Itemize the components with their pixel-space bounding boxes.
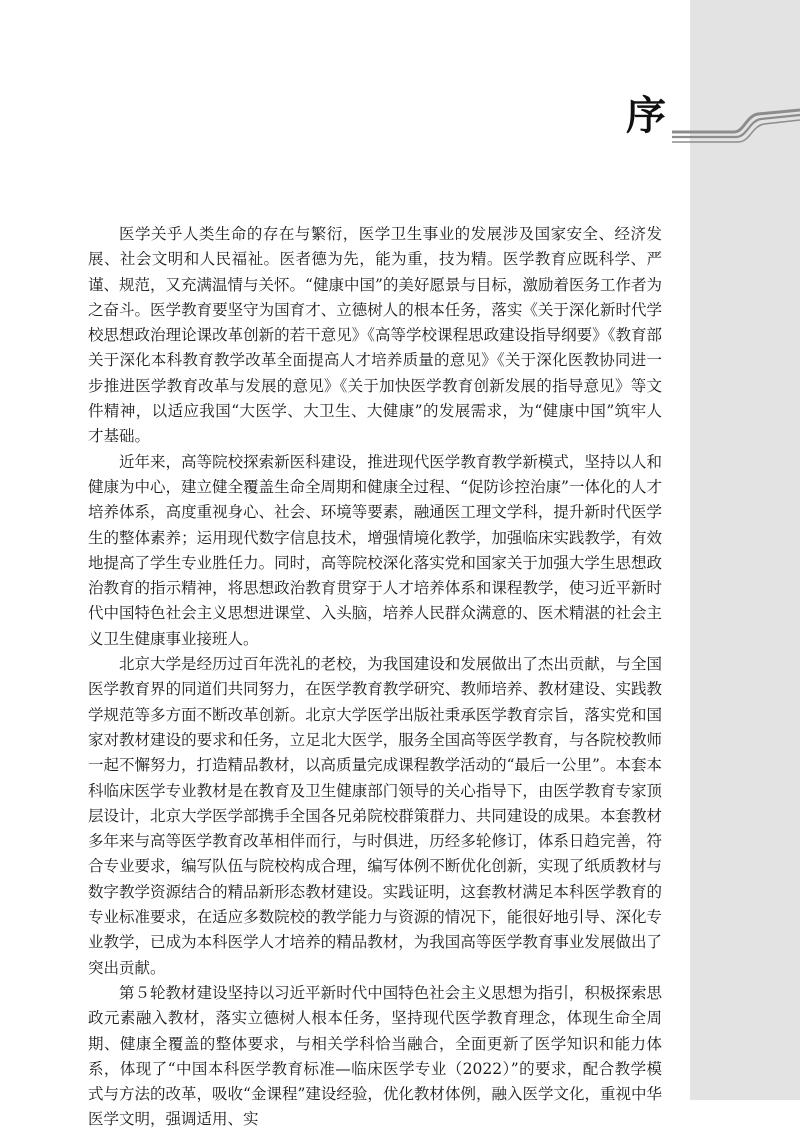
page-title: 序 [626, 93, 666, 139]
paragraph-4: 第５轮教材建设坚持以习近平新时代中国特色社会主义思想为指引，积极探索思政元素融入教材，落实立德树人根本任务，坚持现代医学教育理念，体现生命全周期、健康全覆盖的整体要求，与相关学科恰当融合，全面更新了医学知识和能力体系，体现了“中国本科医学教育标准—临床医学专业（2022）”的要求，配合教学模式与方法的改革，吸收“金课程”建设经验，优化教材体例，融入医学文化，重视中华医学文明，强调适用、实 [88, 983, 663, 1129]
paragraph-1: 医学关乎人类生命的存在与繁衍，医学卫生事业的发展涉及国家安全、经济发展、社会文明和人民福祉。医者德为先，能为重，技为精。医学教育应既科学、严谨、规范，又充满温情与关怀。“健康中国”的美好愿景与目标，激励着医务工作者为之奋斗。医学教育要坚守为国育才、立德树人的根本任务，落实《关于深化新时代学校思想政治理论课改革创新的若干意见》《高等学校课程思政建设指导纲要》《教育部关于深化本科教育教学改革全面提高人才培养质量的意见》《关于深化医教协同进一步推进医学教育改革与发展的意见》《关于加快医学教育创新发展的指导意见》等文件精神，以适应我国“大医学、大卫生、大健康”的发展需求，为“健康中国”筑牢人才基础。 [88, 225, 662, 446]
title-ornament [672, 106, 800, 146]
preface-body [88, 222, 662, 1133]
paragraph-3: 北京大学是经历过百年洗礼的老校，为我国建设和发展做出了杰出贡献，与全国医学教育界的同道们共同努力，在医学教育教学研究、教师培养、教材建设、实践教学规范等多方面不断改革创新。北京大学医学出版社秉承医学教育宗旨，落实党和国家对教材建设的要求和任务，立足北大医学，服务全国高等医学教育，与各院校教师一起不懈努力，打造精品教材，以高质量完成课程教学活动的“最后一公里”。本套本科临床医学专业教材是在教育及卫生健康部门领导的关心指导下，由医学教育专家顶层设计，北京大学医学部携手全国各兄弟院校群策群力、共同建设的成果。本套教材多年来与高等医学教育改革相伴而行，与时俱进，历经多轮修订，体系日趋完善，符合专业要求，编写队伍与院校构成合理，编写体例不断优化创新，实现了纸质教材与数字教学资源结合的精品新形态教材建设。实践证明，这套教材满足本科医学教育的专业标准要求，在适应多数院校的教学能力与资源的情况下，能很好地引导、深化专业教学，已成为本科医学人才培养的精品教材，为我国高等医学教育事业发展做出了突出贡献。 [88, 655, 662, 977]
side-band [690, 0, 800, 1100]
paragraph-2: 近年来，高等院校探索新医科建设，推进现代医学教育教学新模式，坚持以人和健康为中心，建立健全覆盖生命全周期和健康全过程、“促防诊控治康”一体化的人才培养体系，高度重视身心、社会、环境等要素，融通医工理文学科，提升新时代医学生的整体素养；运用现代数字信息技术，增强情境化教学，加强临床实践教学，有效地提高了学生专业胜任力。同时，高等院校深化落实党和国家关于加强大学生思想政治教育的指示精神，将思想政治教育贯穿于人才培养体系和课程教学，使习近平新时代中国特色社会主义思想进课堂、入头脑，培养人民群众满意的、医术精湛的社会主义卫生健康事业接班人。 [88, 452, 662, 648]
